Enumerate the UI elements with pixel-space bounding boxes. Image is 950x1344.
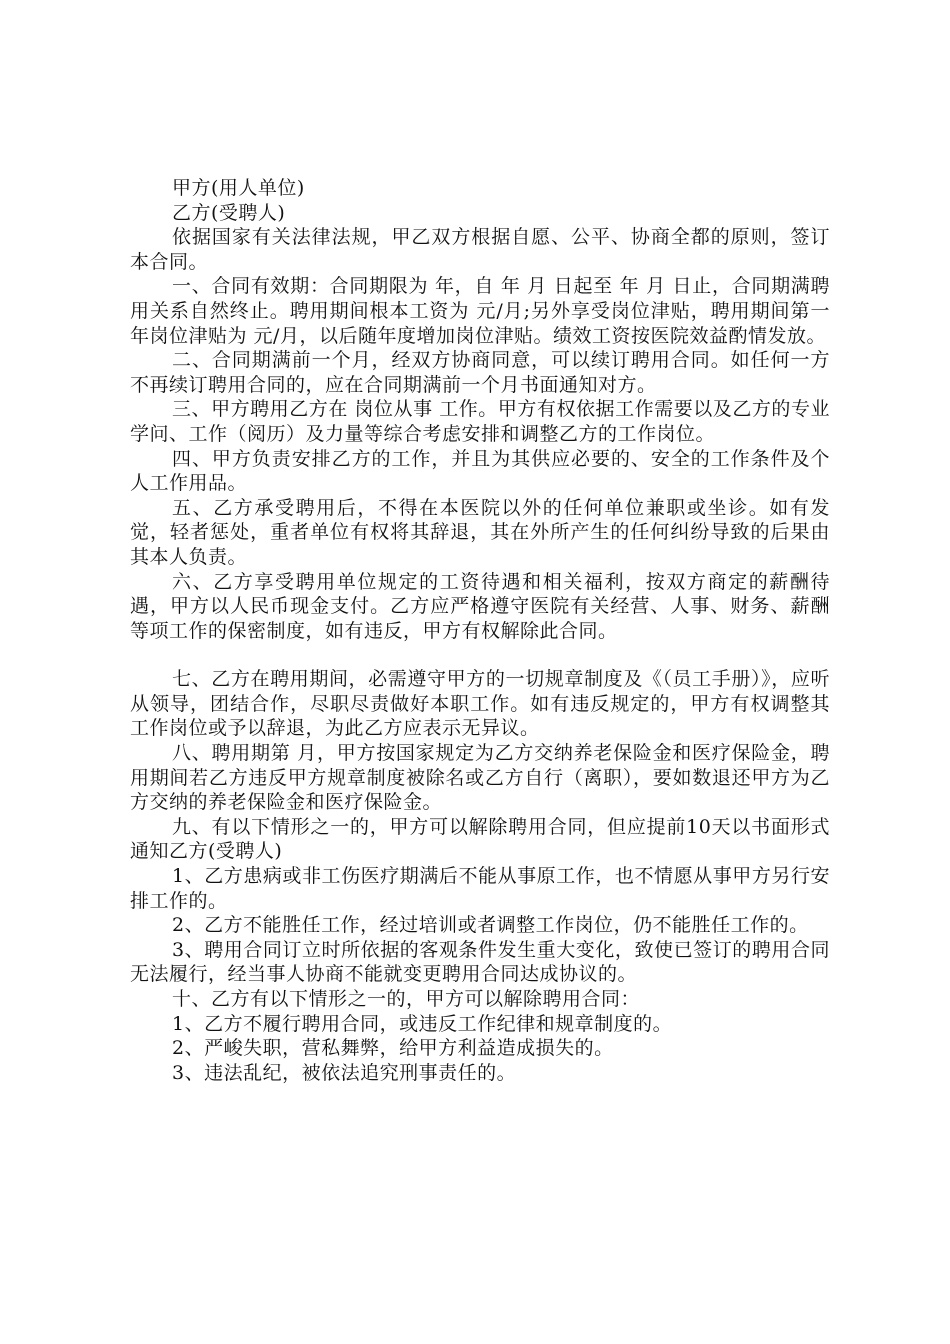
clause-9-item-3: 3、聘用合同订立时所依据的客观条件发生重大变化，致使已签订的聘用合同无法履行，经当事人协商不能就变更聘用合同达成协议的。 xyxy=(130,938,830,986)
clause-2: 二、合同期满前一个月，经双方协商同意，可以续订聘用合同。如任何一方不再续订聘用合同的，应在合同期满前一个月书面通知对方。 xyxy=(130,349,830,396)
clause-10-item-3: 3、违法乱纪，被依法追究刑事责任的。 xyxy=(172,1061,517,1084)
party-b-line: 乙方(受聘人) xyxy=(172,201,286,224)
paragraph-gap xyxy=(130,643,830,667)
clause-9-item-2: 2、乙方不能胜任工作，经过培训或者调整工作岗位，仍不能胜任工作的。 xyxy=(172,914,809,937)
clause-1: 一、合同有效期：合同期限为 年，自 年 月 日起至 年 月 日止，合同期满聘用关系自然终止。聘用期间根本工资为 元/月;另外享受岗位津贴，聘用期间第一年岗位津贴为 元/月，以后随年度增加岗位津贴。绩效工资按医院效益酌情发放。 xyxy=(130,275,830,347)
clause-7: 七、乙方在聘用期间，必需遵守甲方的一切规章制度及《（员工手册）》，应听从领导，团结合作，尽职尽责做好本职工作。如有违反规定的，甲方有权调整其工作岗位或予以辞退，为此乙方应表示无异议。 xyxy=(130,668,830,740)
clause-9: 九、有以下情形之一的，甲方可以解除聘用合同，但应提前10天以书面形式通知乙方(受聘人) xyxy=(130,815,830,863)
clause-3: 三、甲方聘用乙方在 岗位从事 工作。甲方有权依据工作需要以及乙方的专业学问、工作（阅历）及力量等综合考虑安排和调整乙方的工作岗位。 xyxy=(130,398,830,445)
preamble-paragraph: 依据国家有关法律法规，甲乙双方根据自愿、公平、协商全都的原则，签订本合同。 xyxy=(130,226,830,273)
party-a-line: 甲方(用人单位) xyxy=(172,177,305,199)
clause-10-item-2: 2、严峻失职，营私舞弊，给甲方利益造成损失的。 xyxy=(172,1037,614,1060)
clause-6: 六、乙方享受聘用单位规定的工资待遇和相关福利，按双方商定的薪酬待遇，甲方以人民币现金支付。乙方应严格遵守医院有关经营、人事、财务、薪酬等项工作的保密制度，如有违反，甲方有权解除此合同。 xyxy=(130,570,830,642)
clause-4: 四、甲方负责安排乙方的工作，并且为其供应必要的、安全的工作条件及个人工作用品。 xyxy=(130,447,830,495)
contract-body xyxy=(130,176,830,1085)
clause-5: 五、乙方承受聘用后，不得在本医院以外的任何单位兼职或坐诊。如有发觉，轻者惩处，重者单位有权将其辞退，其在外所产生的任何纠纷导致的后果由其本人负责。 xyxy=(130,496,830,568)
clause-8: 八、聘用期第 月，甲方按国家规定为乙方交纳养老保险金和医疗保险金，聘用期间若乙方违反甲方规章制度被除名或乙方自行（离职），要如数退还甲方为乙方交纳的养老保险金和医疗保险金。 xyxy=(130,742,830,814)
clause-9-item-1: 1、乙方患病或非工伤医疗期满后不能从事原工作，也不情愿从事甲方另行安排工作的。 xyxy=(130,865,830,912)
clause-10: 十、乙方有以下情形之一的，甲方可以解除聘用合同： xyxy=(172,988,641,1010)
clause-10-item-1: 1、乙方不履行聘用合同，或违反工作纪律和规章制度的。 xyxy=(172,1012,673,1035)
